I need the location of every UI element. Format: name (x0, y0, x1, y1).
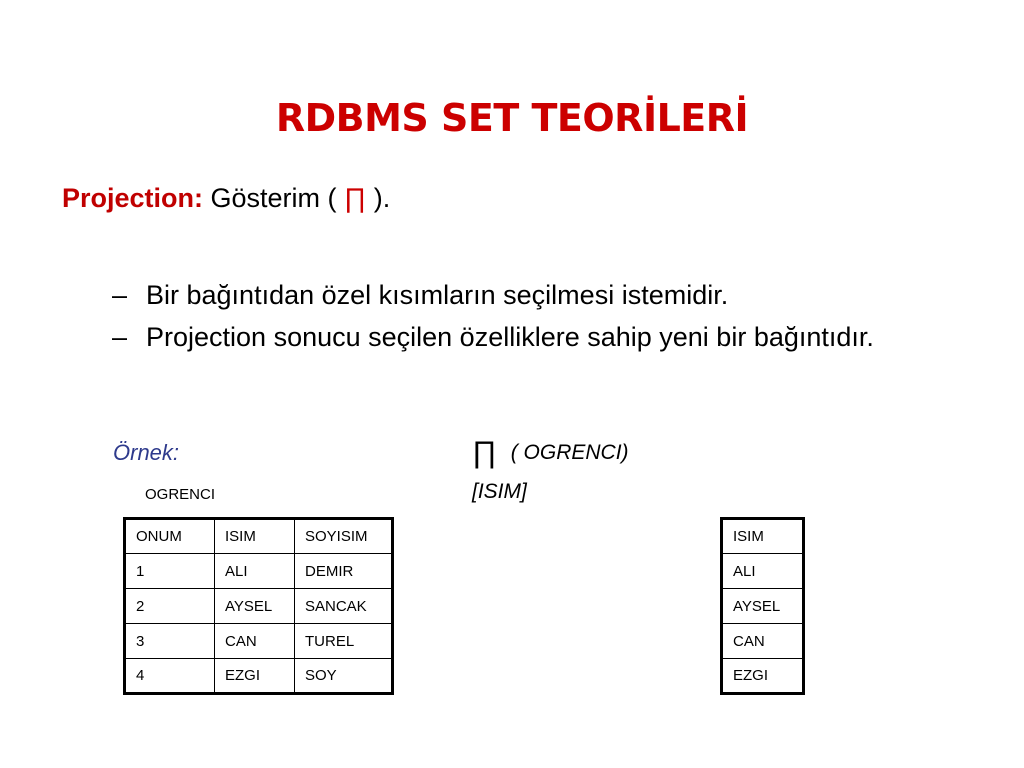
table-header-row (722, 519, 804, 554)
product-symbol-icon: ∏ (472, 436, 497, 469)
table-cell: CAN (722, 624, 804, 659)
table-header-cell: ISIM (215, 519, 295, 554)
table-row (722, 554, 804, 589)
table-cell: ALI (215, 554, 295, 589)
bullet-item (112, 276, 932, 314)
projection-definition (62, 183, 390, 214)
table-cell: SANCAK (295, 589, 393, 624)
table-cell: 4 (125, 659, 215, 694)
table-header-row (125, 519, 393, 554)
projection-formula (472, 436, 629, 470)
product-symbol-icon: ∏ (344, 183, 367, 213)
table-cell: CAN (215, 624, 295, 659)
table-row (722, 624, 804, 659)
table-row (125, 589, 393, 624)
result-relation-table (720, 517, 805, 695)
bullet-text: Bir bağıntıdan özel kısımların seçilmesi istemidir. (146, 280, 729, 310)
table-header-cell: ISIM (722, 519, 804, 554)
source-relation-table (123, 517, 394, 695)
dash-icon: – (112, 322, 128, 352)
table-cell: ALI (722, 554, 804, 589)
table-row (125, 624, 393, 659)
table-cell: 1 (125, 554, 215, 589)
table-cell: AYSEL (215, 589, 295, 624)
projection-label: Projection: (62, 183, 204, 213)
table-row (722, 659, 804, 694)
table-cell: AYSEL (722, 589, 804, 624)
table-cell: EZGI (722, 659, 804, 694)
table-cell: DEMIR (295, 554, 393, 589)
table-header-cell: SOYISIM (295, 519, 393, 554)
bullet-list (112, 276, 932, 360)
relation-caption: OGRENCI (145, 486, 216, 503)
table-row (125, 659, 393, 694)
table-cell: 2 (125, 589, 215, 624)
table-cell: EZGI (215, 659, 295, 694)
formula-subscript: [ISIM] (472, 480, 527, 503)
example-label: Örnek: (113, 440, 180, 465)
table-row (125, 554, 393, 589)
bullet-item (112, 318, 932, 356)
table-cell: TUREL (295, 624, 393, 659)
table-header-cell: ONUM (125, 519, 215, 554)
table-cell: 3 (125, 624, 215, 659)
dash-icon: – (112, 280, 128, 310)
formula-text: ( OGRENCI) (510, 441, 629, 464)
table-cell: SOY (295, 659, 393, 694)
slide-title: RDBMS SET TEORİLERİ (275, 96, 749, 140)
table-row (722, 589, 804, 624)
projection-text-before: Gösterim ( (203, 183, 345, 213)
projection-text-after: ). (366, 183, 391, 213)
bullet-text: Projection sonucu seçilen özelliklere sahip yeni bir bağıntıdır. (146, 322, 874, 352)
